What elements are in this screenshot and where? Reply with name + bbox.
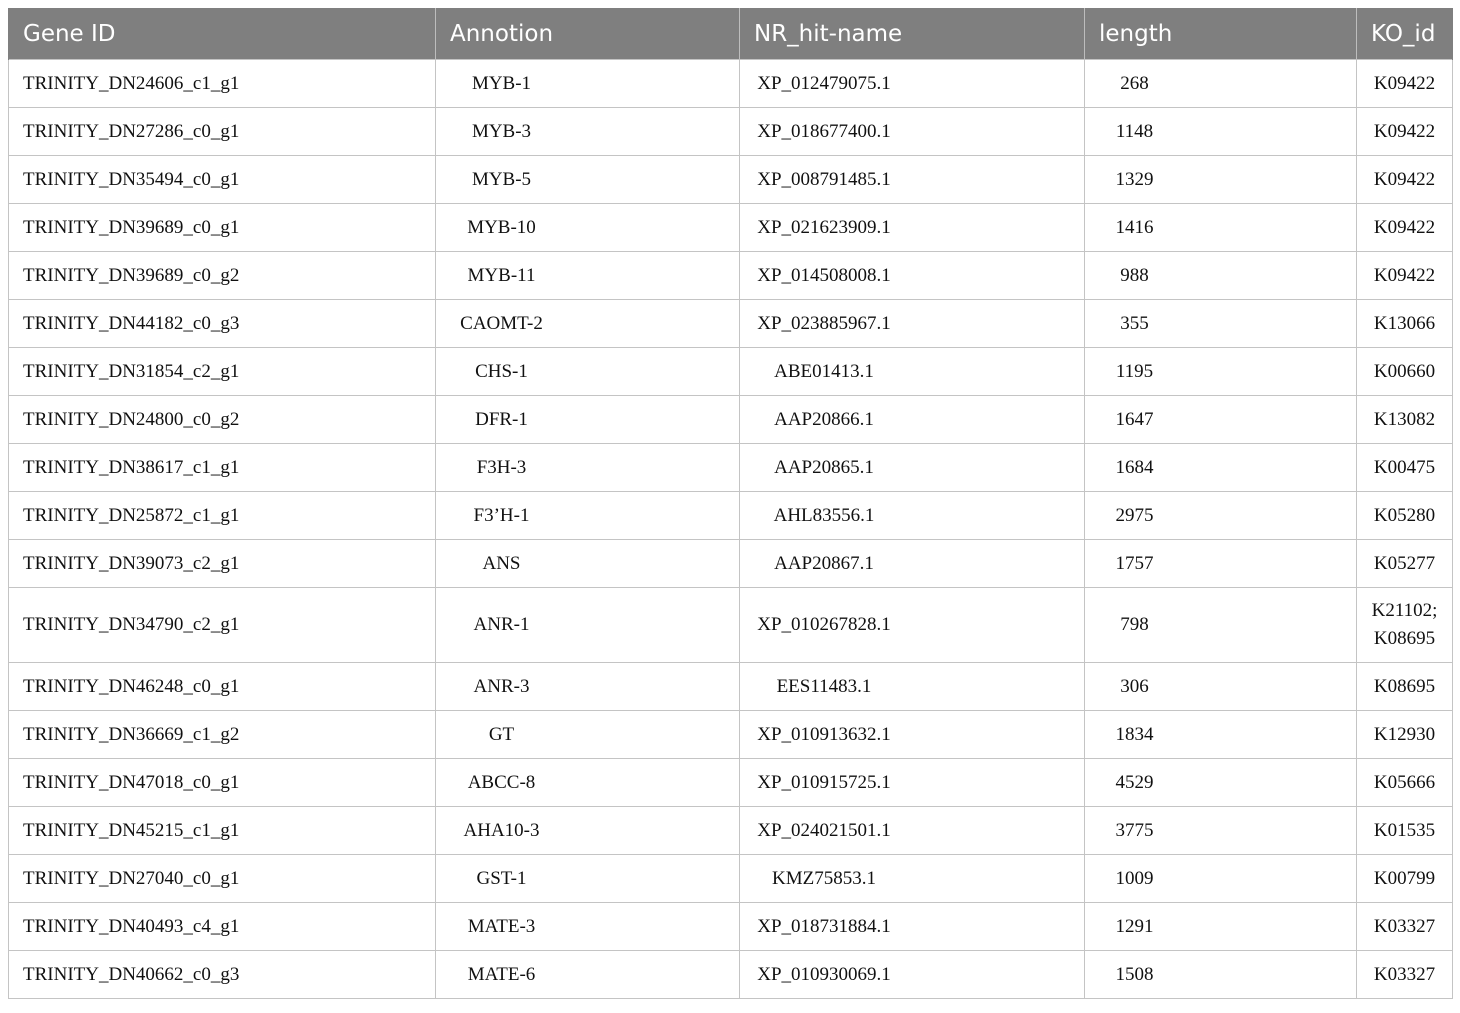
cell-annotation: GST-1 bbox=[436, 855, 740, 903]
ko-id-value: K03327 bbox=[1373, 963, 1436, 985]
cell-gene-id: TRINITY_DN27040_c0_g1 bbox=[9, 855, 436, 903]
cell-annotation: MATE-6 bbox=[436, 951, 740, 999]
cell-gene-id: TRINITY_DN40662_c0_g3 bbox=[9, 951, 436, 999]
cell-nr-hit-name: XP_010913632.1 bbox=[740, 711, 1085, 759]
cell-length: 1416 bbox=[1085, 204, 1357, 252]
ko-id-value: K09422 bbox=[1373, 216, 1436, 238]
column-header-gene-id: Gene ID bbox=[9, 8, 436, 60]
cell-ko-id bbox=[1357, 396, 1453, 444]
cell-annotation: MYB-11 bbox=[436, 252, 740, 300]
cell-annotation: ABCC-8 bbox=[436, 759, 740, 807]
cell-annotation: MATE-3 bbox=[436, 903, 740, 951]
table-row bbox=[9, 204, 1453, 252]
table-row bbox=[9, 492, 1453, 540]
cell-ko-id bbox=[1357, 204, 1453, 252]
table-row bbox=[9, 759, 1453, 807]
cell-length: 1195 bbox=[1085, 348, 1357, 396]
cell-length: 988 bbox=[1085, 252, 1357, 300]
column-header-annotation: Annotion bbox=[436, 8, 740, 60]
ko-id-value: K09422 bbox=[1373, 264, 1436, 286]
cell-length: 1291 bbox=[1085, 903, 1357, 951]
cell-ko-id bbox=[1357, 60, 1453, 108]
table-header bbox=[9, 8, 1453, 60]
ko-id-value: K08695 bbox=[1373, 675, 1436, 697]
cell-ko-id bbox=[1357, 711, 1453, 759]
cell-gene-id: TRINITY_DN38617_c1_g1 bbox=[9, 444, 436, 492]
ko-id-value: K09422 bbox=[1373, 72, 1436, 94]
cell-ko-id bbox=[1357, 492, 1453, 540]
cell-length: 4529 bbox=[1085, 759, 1357, 807]
cell-nr-hit-name: XP_018731884.1 bbox=[740, 903, 1085, 951]
cell-gene-id: TRINITY_DN36669_c1_g2 bbox=[9, 711, 436, 759]
cell-nr-hit-name: XP_014508008.1 bbox=[740, 252, 1085, 300]
cell-annotation: F3’H-1 bbox=[436, 492, 740, 540]
ko-id-value: K01535 bbox=[1373, 819, 1436, 841]
cell-annotation: MYB-10 bbox=[436, 204, 740, 252]
table-row bbox=[9, 855, 1453, 903]
cell-annotation: MYB-3 bbox=[436, 108, 740, 156]
ko-id-value: K13066 bbox=[1373, 312, 1436, 334]
cell-annotation: ANR-3 bbox=[436, 663, 740, 711]
table-row bbox=[9, 396, 1453, 444]
ko-id-value: K05280 bbox=[1373, 504, 1436, 526]
cell-ko-id bbox=[1357, 903, 1453, 951]
cell-annotation: GT bbox=[436, 711, 740, 759]
ko-id-value: K03327 bbox=[1373, 915, 1436, 937]
ko-id-value: K09422 bbox=[1373, 120, 1436, 142]
cell-length: 798 bbox=[1085, 588, 1357, 663]
table-row bbox=[9, 108, 1453, 156]
cell-ko-id bbox=[1357, 807, 1453, 855]
table-row bbox=[9, 252, 1453, 300]
table-row bbox=[9, 540, 1453, 588]
gene-annotation-table bbox=[8, 8, 1453, 999]
table-row bbox=[9, 807, 1453, 855]
cell-nr-hit-name: XP_021623909.1 bbox=[740, 204, 1085, 252]
cell-nr-hit-name: XP_024021501.1 bbox=[740, 807, 1085, 855]
ko-id-value: K05666 bbox=[1373, 771, 1436, 793]
cell-gene-id: TRINITY_DN40493_c4_g1 bbox=[9, 903, 436, 951]
cell-annotation: AHA10-3 bbox=[436, 807, 740, 855]
cell-gene-id: TRINITY_DN27286_c0_g1 bbox=[9, 108, 436, 156]
table-row bbox=[9, 663, 1453, 711]
cell-gene-id: TRINITY_DN34790_c2_g1 bbox=[9, 588, 436, 663]
cell-ko-id bbox=[1357, 951, 1453, 999]
table-row bbox=[9, 444, 1453, 492]
cell-gene-id: TRINITY_DN39689_c0_g2 bbox=[9, 252, 436, 300]
cell-nr-hit-name: KMZ75853.1 bbox=[740, 855, 1085, 903]
table-row bbox=[9, 300, 1453, 348]
cell-length: 2975 bbox=[1085, 492, 1357, 540]
cell-ko-id bbox=[1357, 156, 1453, 204]
cell-length: 3775 bbox=[1085, 807, 1357, 855]
cell-nr-hit-name: EES11483.1 bbox=[740, 663, 1085, 711]
cell-annotation: DFR-1 bbox=[436, 396, 740, 444]
cell-annotation: MYB-1 bbox=[436, 60, 740, 108]
table-row bbox=[9, 348, 1453, 396]
cell-length: 1834 bbox=[1085, 711, 1357, 759]
cell-nr-hit-name: AHL83556.1 bbox=[740, 492, 1085, 540]
cell-nr-hit-name: XP_012479075.1 bbox=[740, 60, 1085, 108]
ko-id-value: K00799 bbox=[1373, 867, 1436, 889]
cell-annotation: ANR-1 bbox=[436, 588, 740, 663]
cell-gene-id: TRINITY_DN44182_c0_g3 bbox=[9, 300, 436, 348]
ko-id-value: K09422 bbox=[1373, 168, 1436, 190]
column-header-nr-hit-name: NR_hit-name bbox=[740, 8, 1085, 60]
ko-id-value: K00475 bbox=[1373, 456, 1436, 478]
cell-nr-hit-name: XP_010915725.1 bbox=[740, 759, 1085, 807]
ko-id-value: K08695 bbox=[1373, 628, 1436, 649]
cell-ko-id bbox=[1357, 759, 1453, 807]
cell-nr-hit-name: XP_008791485.1 bbox=[740, 156, 1085, 204]
ko-id-value: K00660 bbox=[1373, 360, 1436, 382]
cell-ko-id bbox=[1357, 588, 1453, 663]
cell-annotation: ANS bbox=[436, 540, 740, 588]
cell-nr-hit-name: AAP20865.1 bbox=[740, 444, 1085, 492]
cell-annotation: CAOMT-2 bbox=[436, 300, 740, 348]
cell-length: 306 bbox=[1085, 663, 1357, 711]
cell-ko-id bbox=[1357, 108, 1453, 156]
cell-nr-hit-name: AAP20867.1 bbox=[740, 540, 1085, 588]
cell-ko-id bbox=[1357, 444, 1453, 492]
cell-length: 268 bbox=[1085, 60, 1357, 108]
cell-gene-id: TRINITY_DN45215_c1_g1 bbox=[9, 807, 436, 855]
cell-gene-id: TRINITY_DN24606_c1_g1 bbox=[9, 60, 436, 108]
cell-length: 1329 bbox=[1085, 156, 1357, 204]
cell-ko-id bbox=[1357, 300, 1453, 348]
ko-id-value: K12930 bbox=[1373, 723, 1436, 745]
cell-length: 1508 bbox=[1085, 951, 1357, 999]
cell-nr-hit-name: XP_018677400.1 bbox=[740, 108, 1085, 156]
cell-annotation: CHS-1 bbox=[436, 348, 740, 396]
table-body bbox=[9, 60, 1453, 999]
cell-ko-id bbox=[1357, 252, 1453, 300]
cell-gene-id: TRINITY_DN39689_c0_g1 bbox=[9, 204, 436, 252]
cell-annotation: MYB-5 bbox=[436, 156, 740, 204]
ko-id-value: K05277 bbox=[1373, 552, 1436, 574]
cell-ko-id bbox=[1357, 855, 1453, 903]
cell-annotation: F3H-3 bbox=[436, 444, 740, 492]
cell-length: 1684 bbox=[1085, 444, 1357, 492]
ko-id-value: K21102; bbox=[1371, 600, 1438, 621]
cell-length: 1757 bbox=[1085, 540, 1357, 588]
cell-gene-id: TRINITY_DN47018_c0_g1 bbox=[9, 759, 436, 807]
table-row bbox=[9, 588, 1453, 663]
cell-ko-id bbox=[1357, 540, 1453, 588]
cell-ko-id bbox=[1357, 663, 1453, 711]
table-row bbox=[9, 60, 1453, 108]
cell-gene-id: TRINITY_DN24800_c0_g2 bbox=[9, 396, 436, 444]
table-row bbox=[9, 156, 1453, 204]
column-header-length: length bbox=[1085, 8, 1357, 60]
ko-id-value: K13082 bbox=[1373, 408, 1436, 430]
cell-nr-hit-name: XP_010267828.1 bbox=[740, 588, 1085, 663]
column-header-ko-id: KO_id bbox=[1357, 8, 1453, 60]
table-row bbox=[9, 711, 1453, 759]
gene-annotation-table-container bbox=[8, 8, 1452, 999]
cell-gene-id: TRINITY_DN31854_c2_g1 bbox=[9, 348, 436, 396]
cell-length: 1148 bbox=[1085, 108, 1357, 156]
cell-length: 1647 bbox=[1085, 396, 1357, 444]
cell-ko-id bbox=[1357, 348, 1453, 396]
cell-length: 355 bbox=[1085, 300, 1357, 348]
cell-nr-hit-name: ABE01413.1 bbox=[740, 348, 1085, 396]
cell-nr-hit-name: XP_023885967.1 bbox=[740, 300, 1085, 348]
header-row bbox=[9, 8, 1453, 60]
cell-nr-hit-name: AAP20866.1 bbox=[740, 396, 1085, 444]
table-row bbox=[9, 951, 1453, 999]
cell-gene-id: TRINITY_DN35494_c0_g1 bbox=[9, 156, 436, 204]
cell-gene-id: TRINITY_DN39073_c2_g1 bbox=[9, 540, 436, 588]
cell-length: 1009 bbox=[1085, 855, 1357, 903]
cell-gene-id: TRINITY_DN46248_c0_g1 bbox=[9, 663, 436, 711]
table-row bbox=[9, 903, 1453, 951]
cell-nr-hit-name: XP_010930069.1 bbox=[740, 951, 1085, 999]
cell-gene-id: TRINITY_DN25872_c1_g1 bbox=[9, 492, 436, 540]
